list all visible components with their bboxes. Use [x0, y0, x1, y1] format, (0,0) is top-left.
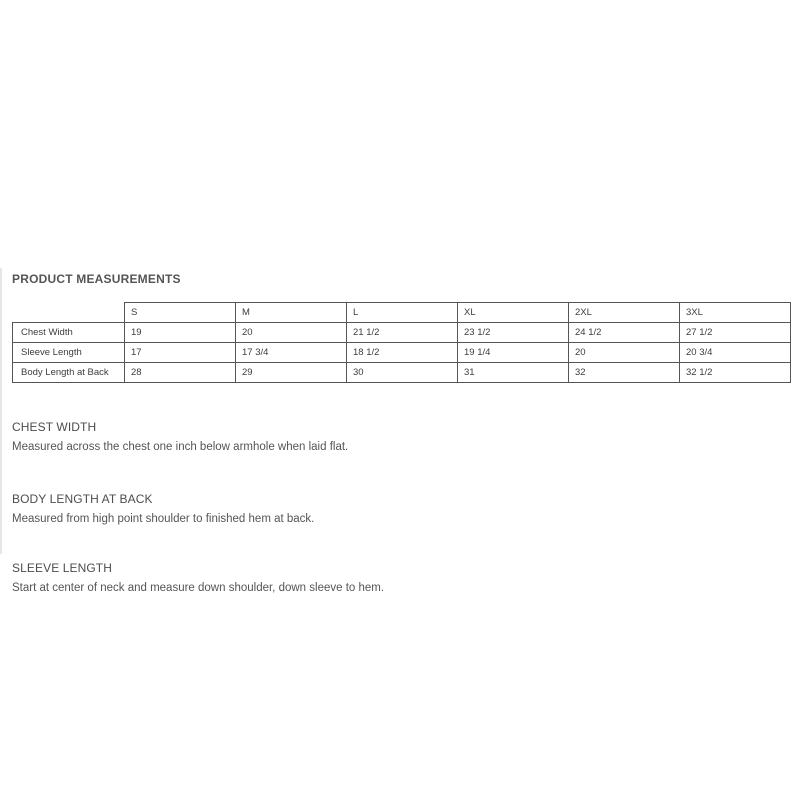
- size-header: M: [236, 303, 347, 323]
- header-row: [13, 303, 791, 323]
- table-cell: 31: [458, 363, 569, 383]
- section-heading: BODY LENGTH AT BACK: [12, 492, 153, 506]
- table-cell: 20: [236, 323, 347, 343]
- section-description: Start at center of neck and measure down shoulder, down sleeve to hem.: [12, 582, 385, 594]
- page-title: PRODUCT MEASUREMENTS: [12, 272, 181, 286]
- size-header: S: [125, 303, 236, 323]
- section-description: Measured across the chest one inch below armhole when laid flat.: [12, 441, 349, 453]
- chest-width-section: [12, 420, 348, 453]
- table-cell: 32 1/2: [680, 363, 791, 383]
- table-cell: 32: [569, 363, 680, 383]
- table-cell: 27 1/2: [680, 323, 791, 343]
- left-divider: [0, 268, 2, 554]
- row-label: Chest Width: [13, 323, 125, 343]
- size-header: XL: [458, 303, 569, 323]
- table-cell: 21 1/2: [347, 323, 458, 343]
- table-cell: 19: [125, 323, 236, 343]
- table-cell: 17: [125, 343, 236, 363]
- section-heading: CHEST WIDTH: [12, 420, 97, 434]
- table-row: [13, 363, 791, 383]
- table-cell: 18 1/2: [347, 343, 458, 363]
- sleeve-length-section: [12, 561, 384, 594]
- section-description: Measured from high point shoulder to finished hem at back.: [12, 513, 315, 525]
- row-label: Sleeve Length: [13, 343, 125, 363]
- table-cell: 30: [347, 363, 458, 383]
- body-length-section: [12, 492, 314, 525]
- row-label: Body Length at Back: [13, 363, 125, 383]
- table-cell: 23 1/2: [458, 323, 569, 343]
- table-cell: 29: [236, 363, 347, 383]
- size-header: L: [347, 303, 458, 323]
- table-cell: 19 1/4: [458, 343, 569, 363]
- table-cell: 28: [125, 363, 236, 383]
- table-row: [13, 323, 791, 343]
- table-cell: 20 3/4: [680, 343, 791, 363]
- table-cell: 24 1/2: [569, 323, 680, 343]
- corner-cell: [13, 303, 125, 323]
- size-header: 2XL: [569, 303, 680, 323]
- table-cell: 17 3/4: [236, 343, 347, 363]
- measurements-table: [12, 302, 791, 383]
- section-heading: SLEEVE LENGTH: [12, 561, 113, 575]
- table-cell: 20: [569, 343, 680, 363]
- size-header: 3XL: [680, 303, 791, 323]
- table-row: [13, 343, 791, 363]
